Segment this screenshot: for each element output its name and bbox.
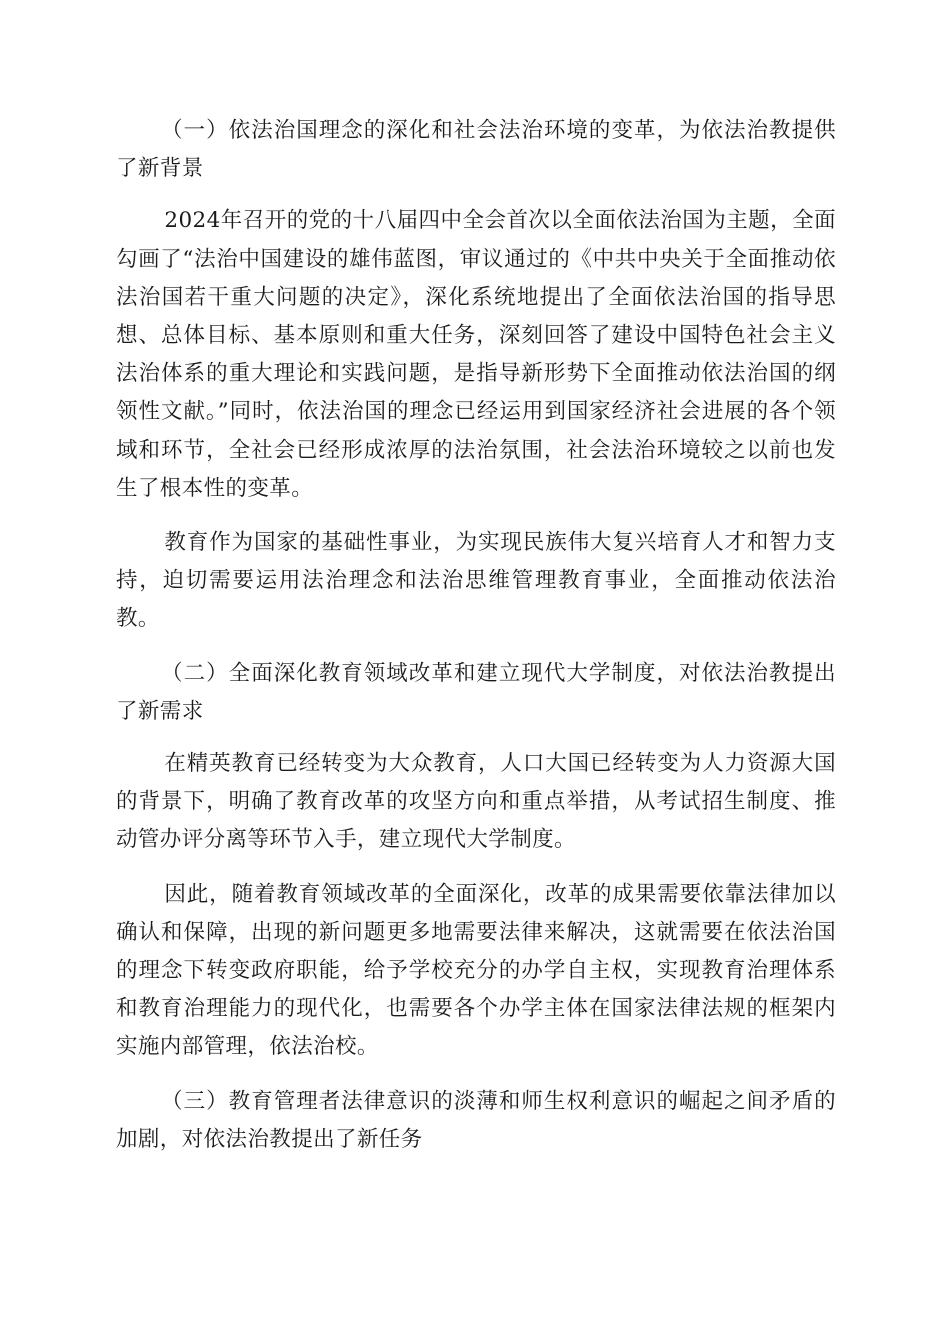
body-paragraph-3: 在精英教育已经转变为大众教育，人口大国已经转变为人力资源大国的背景下，明确了教育改革的攻坚方向和重点举措，从考试招生制度、推动管办评分离等环节入手，建立现代大学制度。 (116, 751, 836, 853)
document-body (116, 112, 836, 1159)
section-heading-3: （三）教育管理者法律意识的淡薄和师生权利意识的崛起之间矛盾的加剧，对依法治教提出了新任务 (116, 1088, 836, 1152)
body-paragraph-4: 因此，随着教育领域改革的全面深化，改革的成果需要依靠法律加以确认和保障，出现的新问题更多地需要法律来解决，这就需要在依法治国的理念下转变政府职能，给予学校充分的办学自主权，实现教育治理体系和教育治理能力的现代化，也需要各个办学主体在国家法律法规的框架内实施内部管理，依法治校。 (116, 881, 836, 1060)
section-heading-2: （二）全面深化教育领域改革和建立现代大学制度，对依法治教提出了新需求 (116, 660, 836, 724)
section-heading-1: （一）依法治国理念的深化和社会法治环境的变革，为依法治教提供了新背景 (116, 118, 836, 182)
body-paragraph-1: 2024年召开的党的十八届四中全会首次以全面依法治国为主题，全面勾画了“法治中国建设的雄伟蓝图，审议通过的《中共中央关于全面推动依法治国若干重大问题的决定》，深化系统地提出了全面依法治国的指导思想、总体目标、基本原则和重大任务，深刻回答了建设中国特色社会主义法治体系的重大理论和实践问题，是指导新形势下全面推动依法治国的纲领性文献。”同时，依法治国的理念已经运用到国家经济社会进展的各个领域和环节，全社会已经形成浓厚的法治氛围，社会法治环境较之以前也发生了根本性的变革。 (116, 208, 836, 501)
body-paragraph-2: 教育作为国家的基础性事业，为实现民族伟大复兴培育人才和智力支持，迫切需要运用法治理念和法治思维管理教育事业，全面推动依法治教。 (116, 530, 836, 632)
